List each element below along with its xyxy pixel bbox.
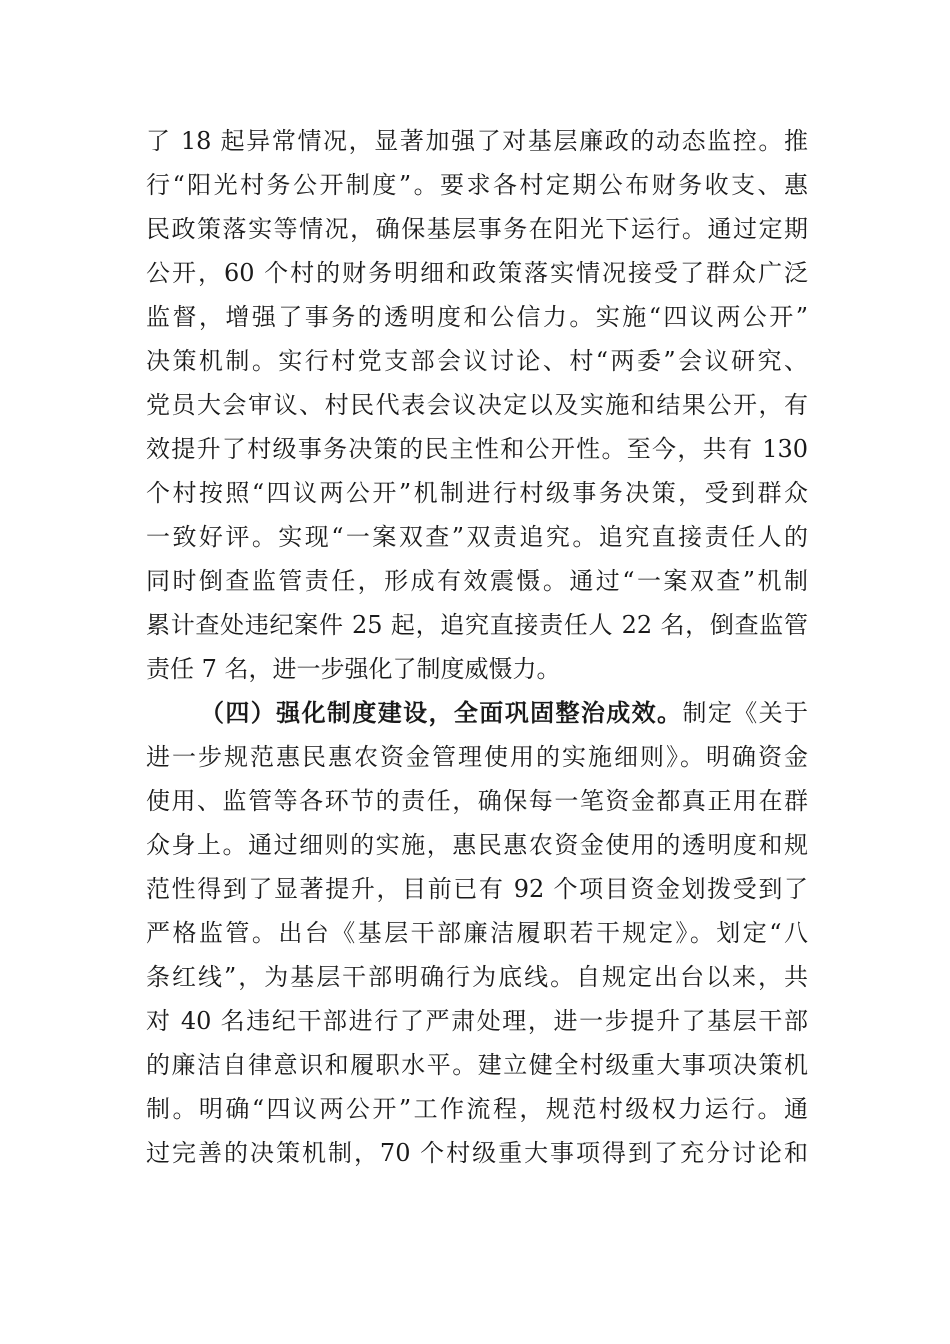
paragraph-line: 同时倒查监管责任，形成有效震慑。通过“一案双查”机制 — [146, 567, 808, 595]
paragraph-line: 监督，增强了事务的透明度和公信力。实施“四议两公开” — [146, 303, 808, 331]
paragraph-line: 制。明确“四议两公开”工作流程，规范村级权力运行。通 — [146, 1095, 808, 1123]
paragraph-line: 决策机制。实行村党支部会议讨论、村“两委”会议研究、 — [146, 347, 808, 375]
paragraph-line: 民政策落实等情况，确保基层事务在阳光下运行。通过定期 — [146, 215, 808, 243]
paragraph-line: 一致好评。实现“一案双查”双责追究。追究直接责任人的 — [146, 523, 808, 551]
paragraph-line: 严格监管。出台《基层干部廉洁履职若干规定》。划定“八 — [146, 919, 808, 947]
paragraph-line: 公开，60 个村的财务明细和政策落实情况接受了群众广泛 — [146, 259, 808, 287]
paragraph-line: 党员大会审议、村民代表会议决定以及实施和结果公开，有 — [146, 391, 808, 419]
paragraph-line: 使用、监管等各环节的责任，确保每一笔资金都真正用在群 — [146, 787, 808, 815]
section-heading-line — [146, 691, 808, 735]
paragraph-line: 个村按照“四议两公开”机制进行村级事务决策，受到群众 — [146, 479, 808, 507]
paragraph-line: 效提升了村级事务决策的民主性和公开性。至今，共有 130 — [146, 435, 808, 463]
paragraph-line: 条红线”，为基层干部明确行为底线。自规定出台以来，共 — [146, 963, 808, 991]
paragraph-line: 行“阳光村务公开制度”。要求各村定期公布财务收支、惠 — [146, 171, 808, 199]
heading-line-rest: 制定《关于 — [682, 699, 809, 727]
section-heading: （四）强化制度建设，全面巩固整治成效。 — [200, 698, 683, 727]
paragraph-line: 范性得到了显著提升，目前已有 92 个项目资金划拨受到了 — [146, 875, 808, 903]
paragraph-line: 过完善的决策机制，70 个村级重大事项得到了充分讨论和 — [146, 1139, 808, 1167]
paragraph-line: 对 40 名违纪干部进行了严肃处理，进一步提升了基层干部 — [146, 1007, 808, 1035]
body-text — [146, 119, 808, 1175]
paragraph-line: 累计查处违纪案件 25 起，追究直接责任人 22 名，倒查监管 — [146, 611, 808, 639]
paragraph-line: 的廉洁自律意识和履职水平。建立健全村级重大事项决策机 — [146, 1051, 808, 1079]
paragraph-line: 众身上。通过细则的实施，惠民惠农资金使用的透明度和规 — [146, 831, 808, 859]
paragraph-line: 了 18 起异常情况，显著加强了对基层廉政的动态监控。推 — [146, 127, 808, 155]
paragraph-line: 进一步规范惠民惠农资金管理使用的实施细则》。明确资金 — [146, 743, 808, 771]
paragraph-line: 责任 7 名，进一步强化了制度威慑力。 — [146, 655, 561, 683]
